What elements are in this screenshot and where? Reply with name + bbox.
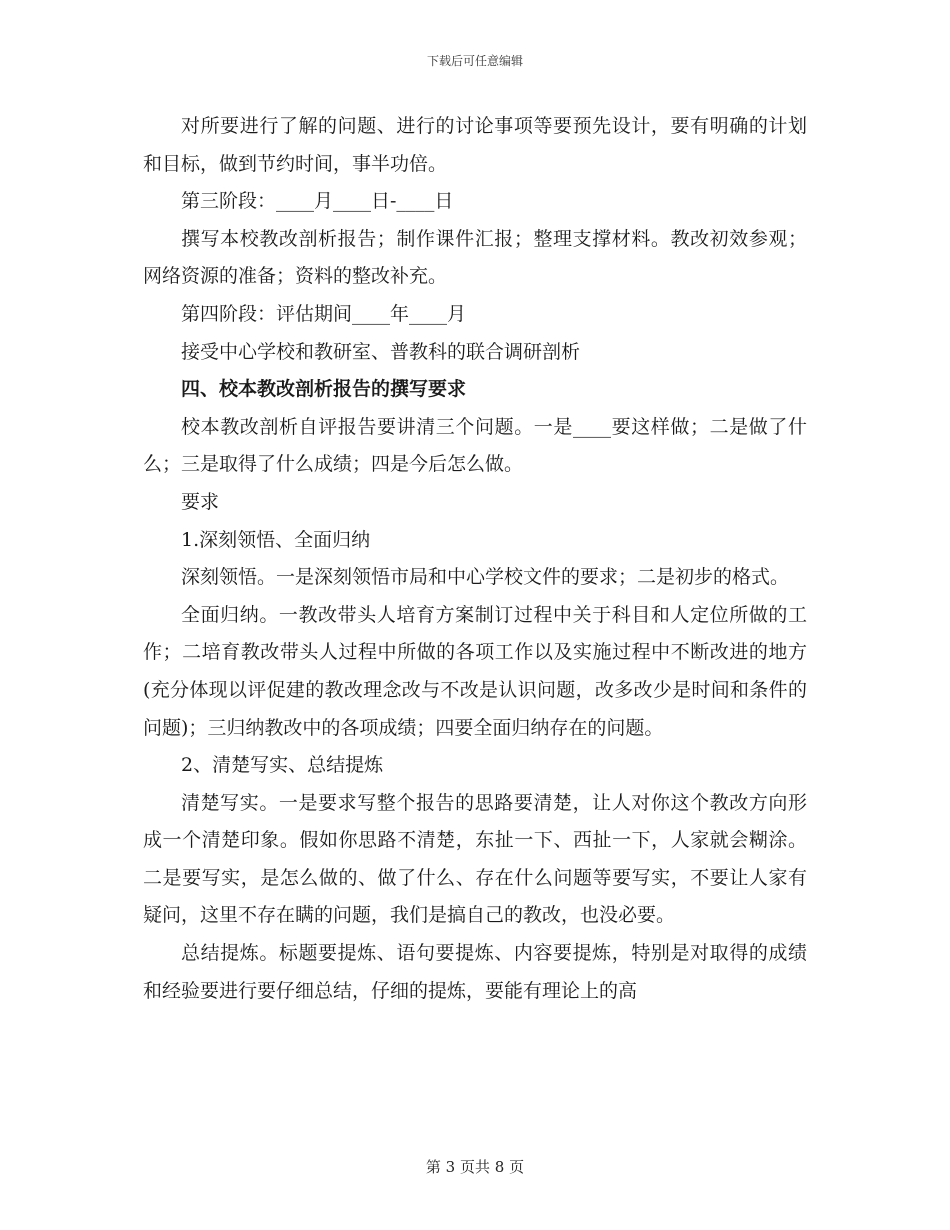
page-number-footer: 第 3 页共 8 页: [425, 1158, 525, 1176]
document-body: [143, 108, 807, 1010]
paragraph-prepare-questions: 对所要进行了解的问题、进行的讨论事项等要预先设计，要有明确的计划和目标，做到节约时间，事半功倍。: [143, 115, 807, 175]
paragraph-stage-three-tasks: 撰写本校教改剖析报告；制作课件汇报；整理支撑材料。教改初效参观；网络资源的准备；资料的整改补充。: [143, 227, 807, 288]
paragraph-joint-review: 接受中心学校和教研室、普教科的联合调研剖析: [181, 340, 581, 363]
subheading-clear-factual: 2、清楚写实、总结提炼: [181, 754, 384, 777]
page-header-note: 下载后可任意编辑: [426, 54, 523, 68]
paragraph-full-summary: 全面归纳。一教改带头人培育方案制订过程中关于科目和人定位所做的工作；二培育教改带头人过程中所做的各项工作以及实施过程中不断改进的地方(充分体现以评促建的教改理念改与不改是认识问题，改多改少是时间和条件的问题)；三归纳教改中的各项成绩；四要全面归纳存在的问题。: [143, 603, 807, 739]
paragraph-requirements-label: 要求: [181, 490, 220, 513]
paragraph-three-questions: 校本教改剖析自评报告要讲清三个问题。一是____要这样做；二是做了什么；三是取得了什么成绩；四是今后怎么做。: [143, 415, 807, 476]
paragraph-stage-three: 第三阶段：____月____日-____日: [181, 190, 454, 213]
paragraph-stage-four: 第四阶段：评估期间____年____月: [181, 302, 467, 325]
section-heading-report-requirements: 四、校本教改剖析报告的撰写要求: [181, 378, 467, 401]
paragraph-summary-refine: 总结提炼。标题要提炼、语句要提炼、内容要提炼，特别是对取得的成绩和经验要进行要仔细总结，仔细的提炼，要能有理论上的高: [143, 942, 807, 1002]
subheading-understand-summarize: 1.深刻领悟、全面归纳: [181, 528, 371, 551]
paragraph-clear-factual: 清楚写实。一是要求写整个报告的思路要清楚，让人对你这个教改方向形成一个清楚印象。假如你思路不清楚，东扯一下、西扯一下，人家就会糊涂。二是要写实，是怎么做的、做了什么、存在什么问题等要写实，不要让人家有疑问，这里不存在瞒的问题，我们是搞自己的教改，也没必要。: [143, 791, 807, 927]
paragraph-deep-understanding: 深刻领悟。一是深刻领悟市局和中心学校文件的要求；二是初步的格式。: [181, 566, 790, 589]
